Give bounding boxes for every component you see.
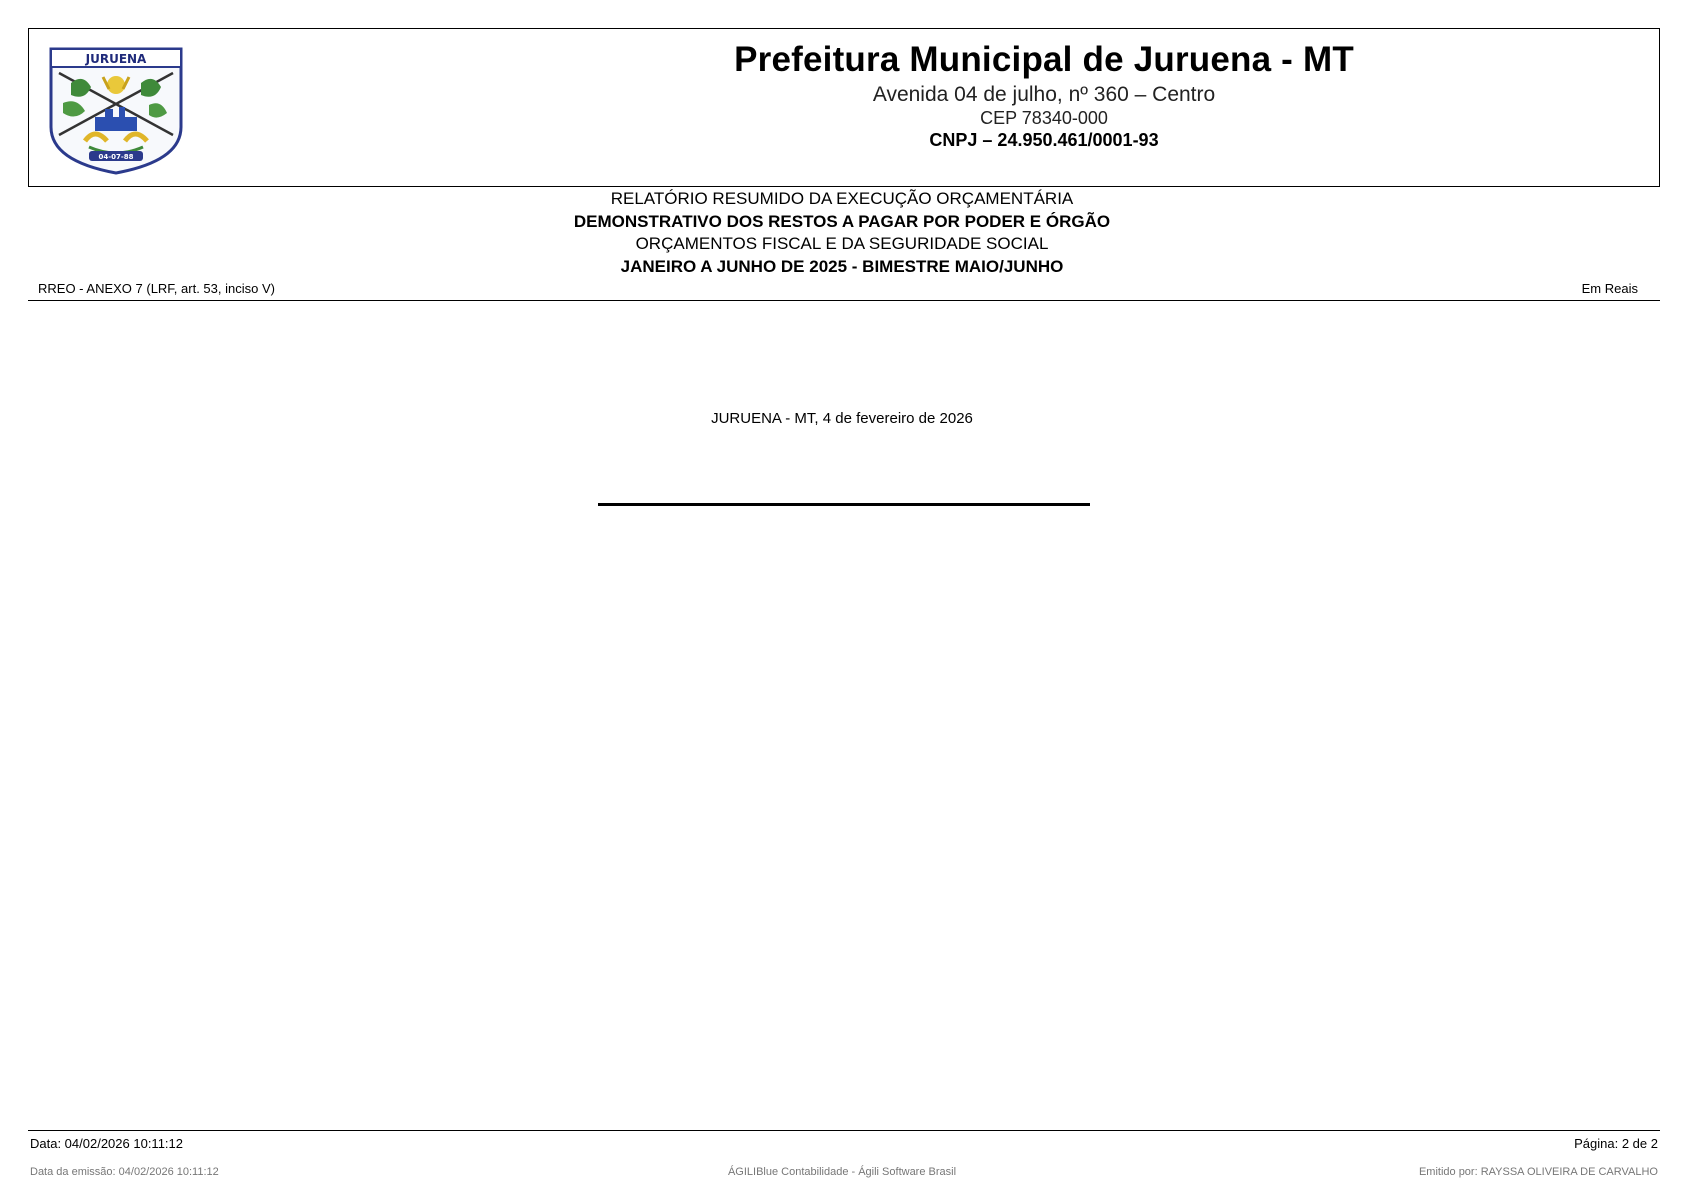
software-credit: ÁGILIBlue Contabilidade - Ágili Software Brasil (727, 1166, 957, 1178)
emitted-by: Emitido por: RAYSSA OLIVEIRA DE CARVALHO (1418, 1166, 1658, 1178)
report-period: JANEIRO A JUNHO DE 2025 - BIMESTRE MAIO/JUNHO (620, 256, 1064, 276)
emission-date: Data da emissão: 04/02/2026 10:11:12 (30, 1166, 219, 1178)
organization-cep: CEP 78340-000 (980, 108, 1108, 128)
report-title-line2: DEMONSTRATIVO DOS RESTOS A PAGAR POR PODER E ÓRGÃO (573, 211, 1111, 231)
currency-unit: Em Reais (1581, 281, 1638, 296)
organization-title: Prefeitura Municipal de Juruena - MT (734, 40, 1354, 79)
report-title-line3: ORÇAMENTOS FISCAL E DA SEGURIDADE SOCIAL (635, 234, 1049, 253)
municipal-crest (45, 43, 187, 177)
crest-date: 04-07-88 (98, 153, 134, 161)
organization-cnpj: CNPJ – 24.950.461/0001-93 (929, 130, 1159, 150)
signature-line (598, 503, 1090, 506)
report-title-line1: RELATÓRIO RESUMIDO DA EXECUÇÃO ORÇAMENTÁRIA (610, 189, 1074, 208)
footer-divider (28, 1130, 1660, 1131)
header-divider (28, 300, 1660, 301)
annex-reference: RREO - ANEXO 7 (LRF, art. 53, inciso V) (38, 281, 275, 296)
crest-name: JURUENA (85, 52, 147, 66)
organization-address: Avenida 04 de julho, nº 360 – Centro (872, 83, 1216, 106)
place-and-date: JURUENA - MT, 4 de fevereiro de 2026 (711, 410, 973, 427)
report-titles (0, 188, 1684, 278)
page-number: Página: 2 de 2 (1574, 1136, 1658, 1151)
organization-info (429, 39, 1659, 151)
footer-date: Data: 04/02/2026 10:11:12 (30, 1136, 183, 1151)
letterhead (28, 28, 1660, 187)
